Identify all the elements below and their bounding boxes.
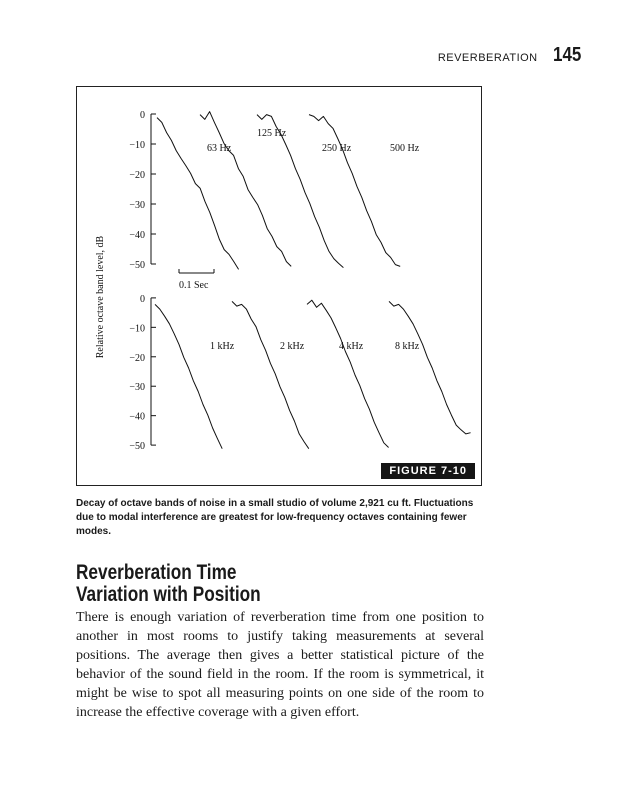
y-tick-label-lower-1: −10 bbox=[129, 323, 145, 335]
y-axis-title: Relative octave band level, dB bbox=[95, 235, 106, 359]
y-tick-label-upper-0: 0 bbox=[140, 110, 145, 121]
y-tick-label-lower-4: −40 bbox=[129, 411, 145, 423]
y-tick-label-upper-3: −30 bbox=[129, 200, 145, 211]
y-tick-label-lower-2: −20 bbox=[129, 352, 145, 364]
body-paragraph: There is enough variation of reverberation time from one position to another in most rooms to justify taking measurements at several positions. The average then gives a better statistical picture of the behavior of the sound field in the room. If the room is symmetrical, it might be wise to spot all measuring points on one side of the room to increase the effective coverage with a given effort. bbox=[76, 610, 484, 720]
figure-caption: Decay of octave bands of noise in a small studio of volume 2,921 cu ft. Fluctuations due to modal interference are greatest for low-frequency octaves containing fewer modes. bbox=[76, 498, 474, 537]
y-tick-label-lower-0: 0 bbox=[140, 293, 145, 305]
y-tick-label-upper-2: −20 bbox=[129, 170, 145, 181]
section-heading bbox=[76, 562, 420, 606]
running-title: REVERBERATION bbox=[437, 52, 538, 64]
section-heading-line-1: Reverberation Time bbox=[76, 561, 237, 584]
band-label-1-khz: 1 kHz bbox=[210, 341, 235, 352]
figure bbox=[76, 86, 482, 486]
band-label-8-khz: 8 kHz bbox=[395, 341, 420, 352]
y-tick-label-upper-4: −40 bbox=[129, 230, 145, 241]
figure-badge: FIGURE 7-10 bbox=[381, 463, 475, 479]
decay-curve-4-khz bbox=[307, 300, 389, 447]
page-number: 145 bbox=[552, 44, 581, 66]
band-label-250-hz: 250 Hz bbox=[322, 143, 352, 154]
decay-chart bbox=[77, 87, 481, 485]
decay-curve-2-khz bbox=[232, 301, 309, 448]
decay-curve-8-khz bbox=[389, 301, 471, 434]
decay-curve-500-hz bbox=[309, 115, 400, 267]
band-label-125-hz: 125 Hz bbox=[257, 128, 287, 139]
y-tick-label-upper-1: −10 bbox=[129, 140, 145, 151]
decay-curve-63-hz bbox=[157, 118, 239, 270]
y-tick-label-lower-5: −50 bbox=[129, 441, 145, 453]
decay-curve-1-khz bbox=[155, 304, 222, 448]
band-label-4-khz: 4 kHz bbox=[339, 341, 364, 352]
section-heading-line-2: Variation with Position bbox=[76, 583, 261, 606]
time-scale-label: 0.1 Sec bbox=[179, 280, 209, 291]
band-label-2-khz: 2 kHz bbox=[280, 341, 305, 352]
band-label-63-hz: 63 Hz bbox=[207, 143, 232, 154]
band-label-500-hz: 500 Hz bbox=[390, 143, 420, 154]
y-tick-label-lower-3: −30 bbox=[129, 382, 145, 394]
y-tick-label-upper-5: −50 bbox=[129, 260, 145, 271]
running-head bbox=[438, 44, 581, 67]
